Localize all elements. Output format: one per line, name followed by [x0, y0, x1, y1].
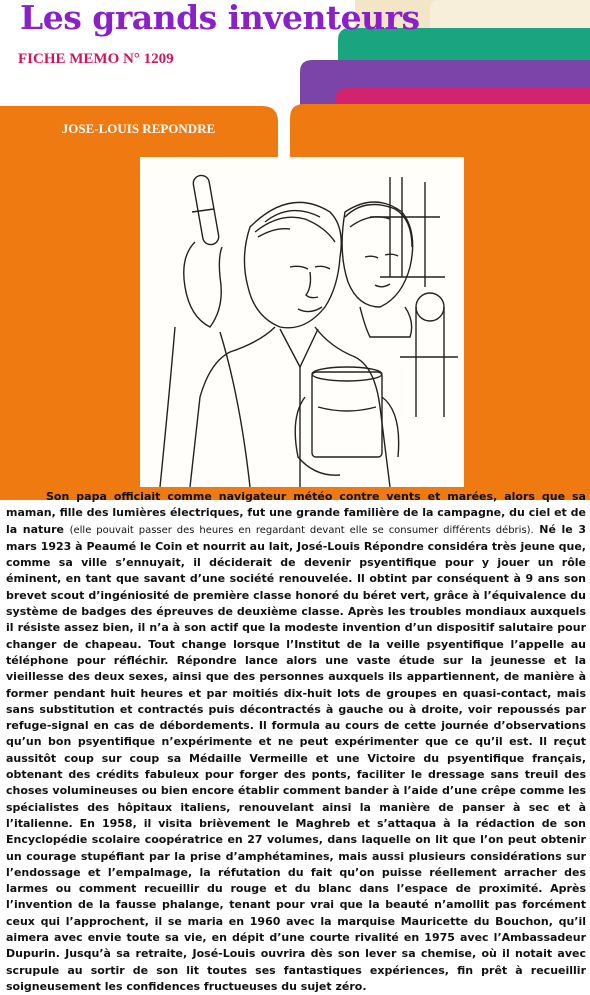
scientist-illustration-icon — [140, 157, 464, 487]
biography-main: Né le 3 mars 1923 à Peaumé le Coin et nourrit au lait, José-Louis Répondre considéra très jeune que, comme sa ville s’ennuyait, il déciderait de devenir psyentifique pour y jouer un rôle éminent, en tant que savant d’une société renouvelée. Il obtint par conséquent à 9 ans son brevet scout d’ingéniosité de première classe honoré du béret vert, grâce à l’équivalence du système de badges des épreuves de deuxième classe. Après les troubles mondiaux auxquels il résiste assez bien, il n’a à son actif que la modeste invention d’un dispositif salutaire pour changer de chapeau. Tout change lorsque l’Institut de la veille psyentifique l’appelle au téléphone pour réfléchir. Répondre lance alors une vaste étude sur la jeunesse et la vieillesse des deux sexes, ainsi que des personnes auxquels ils appartiennent, de manière à former pendant huit heures et par moitiés dix-huit lots de groupes en quasi-contact, mais sans substitution et contractés puis décontractés à gauche ou à droite, voir repoussés par refuge-signal en cas de débordements. Il formula au cours de cette journée d’observations qu’un bon psyentifique n’expérimente et ne peut expérimenter que ce qu’il est. Il reçut aussitôt coup sur coup sa Médaille Vermeille et une Victoire du psyentifique français, obtenant des crédits fabuleux pour forger des ponts, faciliter le dressage sans treuil des choses volumineuses ou bien encore établir comment bander à l’aide d’une crêpe comme les spécialistes des hôpitaux italiens, renouvelant ainsi la manière de panser à sec et à l’italienne. En 1958, il visita brièvement le Maghreb et s’attaqua à la rédaction de son Encyclopédie scolaire coopératrice en 27 volumes, dans laquelle on lit que l’on peut obtenir un courage stupéfiant par la prise d’amphétamines, mais aussi plusieurs considérations sur l’endossage et l’empalmage, la réfutation du fait qu’on puisse réellement arracher des larmes ou comment recueillir du rouge et du blanc dans l’espace de proximité. Après l’invention de la fausse phalange, tenant pour vrai que la beauté n’amollit pas forcément ceux qui l’approchent, il se maria en 1960 avec la marquise Mauricette du Bouchon, qu’il aimera avec envie toute sa vie, en dépit d’une courte rivalité en 1975 avec l’Ambassadeur Dupurin. Jusqu’à sa retraite, José-Louis ouvrira dès son lever sa chemise, où il notait avec scrupule au sortir de son lit toutes ses fantastiques expériences, fin prêt à recueillir soigneusement les confidences fructueuses du sujet zéro. — [6, 522, 586, 993]
biography-intro: Son papa officiait comme navigateur météo contre vents et marées, alors que sa maman, fille des lumières électriques, fut une grande familière de la campagne, du ciel et de la nature — [6, 490, 586, 536]
orange-right-tab — [290, 104, 590, 160]
page-title: Les grands inventeurs — [20, 0, 420, 37]
biography-paragraph — [6, 489, 586, 995]
memo-number: FICHE MEMO N° 1209 — [18, 51, 174, 67]
inventor-name: JOSE-LOUIS REPONDRE — [61, 121, 216, 136]
biography-text — [6, 489, 586, 995]
biography-aside: (elle pouvait passer des heures en regardant devant elle se consumer différents débris). — [69, 524, 534, 536]
